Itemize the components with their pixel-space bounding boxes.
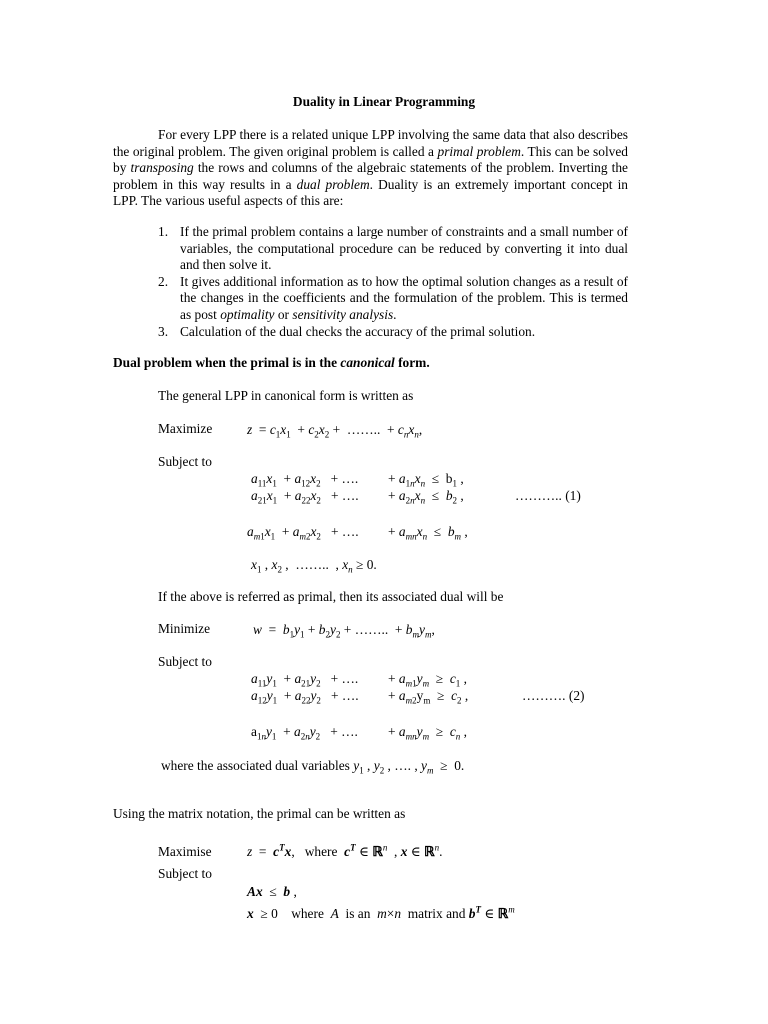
maximize-label: Maximize [158,421,213,436]
page-title: Duality in Linear Programming [292,94,476,109]
section-heading: Dual problem when the primal is in the canonical form. [113,355,430,370]
list-item: 3. Calculation of the dual checks the accuracy of the primal solution. [158,323,536,339]
primal-constraint-m-rhs: + $a_{mn}x_n \le b_m$ , [388,524,468,542]
matrix-objective: $z = c^Tx$, where $c^T$ ∈ ℝ$^n$ , x ∈ ℝ$^n$. [247,842,443,859]
equation-label-1: ……….. (1) [515,488,581,503]
dual-problem-term: dual problem [296,176,370,192]
dual-constraint-n-rhs: + $a_{mn}y_m \ge c_n$ , [388,724,467,742]
list-item: 1. If the primal problem contains a large number of constraints and a small number of variables, the computational procedure can be reduced by converting it into dual and then solve it. [158,224,628,273]
list-item: 2. It gives additional information as to how the optimal solution changes as a result of the changes in the coefficients and the formulation of the problem. This is termed as post optimality or sensitivity analysis. [158,273,628,322]
dual-nonnegativity: where the associated dual variables $y_1$ , $y_2$ , …. , $y_m \ge 0$. [161,758,465,776]
transposing-term: transposing [130,160,194,176]
intro-text-4: . Duality is an extremely important concept in LPP. The various useful aspects of this are: [113,176,628,209]
matrix-intro-text: Using the matrix notation, the primal can be written as [113,806,406,821]
matrix-nonnegativity: x ≥ 0 where A is an m×n matrix and $b^T$ ∈ ℝ$^m$ [247,904,515,921]
primal-constraint-2: $a_{21}x_1 + a_{22}x_2$ + …. [251,488,359,506]
subject-to-label-1: Subject to [158,454,212,469]
matrix-constraint: Ax ≤ b , [247,884,297,899]
intro-text-1: For every LPP there is a related unique LPP involving the same data that also describes the original problem. The given original problem is called a [113,127,628,159]
dual-intro-text: If the above is referred as primal, then its associated dual will be [158,589,504,604]
minimize-label: Minimize [158,621,211,636]
intro-paragraph [113,127,628,210]
primal-nonnegativity: $x_1$ , $x_2$ , …….. , $x_n \ge 0$. [251,557,377,575]
primal-constraint-m: $a_{m1}x_1 + a_{m2}x_2$ + …. [247,524,359,542]
dual-objective: $w = b_1y_1 + b_2y_2$ + …….. + $b_my_m$, [253,622,435,640]
dual-constraint-n: $a_{1n}y_1 + a_{2n}y_2$ + …. [251,724,358,742]
intro-text-2: . This can be solved by [113,143,629,176]
dual-constraint-1-rhs: + $a_{m1}y_m \ge c_1$ , [388,671,467,689]
primal-constraint-1-rhs: + $a_{1n}x_n \le b_1$ , [388,471,464,489]
primal-constraint-2-rhs: + $a_{2n}x_n \le b_2$ , [388,488,464,506]
maximise-label: Maximise [158,844,212,859]
subject-to-label-2: Subject to [158,654,212,669]
equation-label-2: ………. (2) [522,688,585,703]
intro-text-3: the rows and columns of the algebraic statements of the problem. Inverting the problem in this way results in a [113,160,628,192]
primal-objective: $z = c_1x_1 + c_2x_2$ + …….. + $c_nx_n$, [247,422,423,440]
primal-problem-term: primal problem [437,143,521,159]
primal-constraint-1: $a_{11}x_1 + a_{12}x_2$ + …. [251,471,359,489]
dual-constraint-2: $a_{12}y_1 + a_{22}y_2$ + …. [251,688,359,706]
general-form-text: The general LPP in canonical form is written as [158,388,414,403]
subject-to-label-3: Subject to [158,866,212,881]
dual-constraint-1: $a_{11}y_1 + a_{21}y_2$ + …. [251,671,359,689]
dual-constraint-2-rhs: + $a_{m2}y_m \ge c_2$ , [388,688,469,706]
aspects-list [113,224,628,340]
